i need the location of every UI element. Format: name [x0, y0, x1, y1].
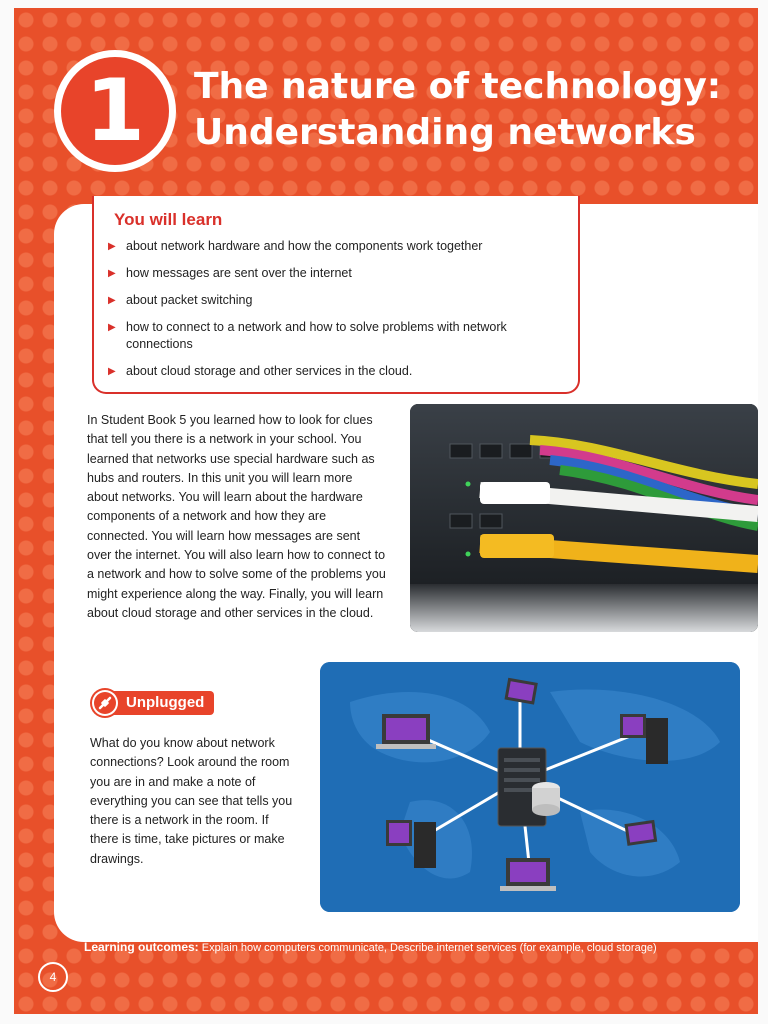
chapter-title: [194, 64, 754, 156]
chapter-title-line1: The nature of technology:: [194, 66, 722, 107]
intro-paragraph: In Student Book 5 you learned how to look for clues that tell you there is a network in your school. You learned that networks use special hardware such as hubs and routers. In this unit you will learn more about networks. You will learn about the hardware components of a network and how they are connected. You will learn how messages are sent over the internet. You will also learn how to connect to a network and how to solve some of the problems you might experience along the way. Finally, you will learn about cloud storage and other services in the cloud.: [87, 413, 386, 620]
unplug-icon: [90, 688, 120, 718]
learning-outcomes-label: Learning outcomes:: [84, 940, 199, 954]
learning-outcomes-text: Explain how computers communicate, Describe internet services (for example, cloud storage): [198, 942, 657, 954]
learning-list: [108, 238, 564, 390]
unplugged-text: What do you know about network connections? Look around the room you are in and make a note of everything you can see that tells you there is a network in the room. If there is time, take pictures or make drawings.: [90, 736, 293, 866]
learning-item: ▶ about packet switching: [108, 292, 564, 309]
you-will-learn-box: [92, 196, 580, 394]
learning-item: ▶ about cloud storage and other services in the cloud.: [108, 363, 564, 380]
page-background: [14, 8, 758, 1014]
learning-outcomes: [84, 940, 754, 954]
unplugged-label: Unplugged: [112, 691, 214, 715]
you-will-learn-heading: You will learn: [114, 210, 223, 229]
network-diagram: [320, 662, 740, 912]
learning-item: ▶ about network hardware and how the components work together: [108, 238, 564, 255]
learning-item: ▶ how messages are sent over the internet: [108, 265, 564, 282]
chapter-number: 1: [61, 57, 169, 165]
page-number: 4: [38, 962, 68, 992]
chapter-title-line2: Understanding networks: [194, 112, 696, 153]
learning-item: ▶ how to connect to a network and how to solve problems with network connections: [108, 319, 564, 353]
network-cables-photo: [410, 404, 758, 632]
